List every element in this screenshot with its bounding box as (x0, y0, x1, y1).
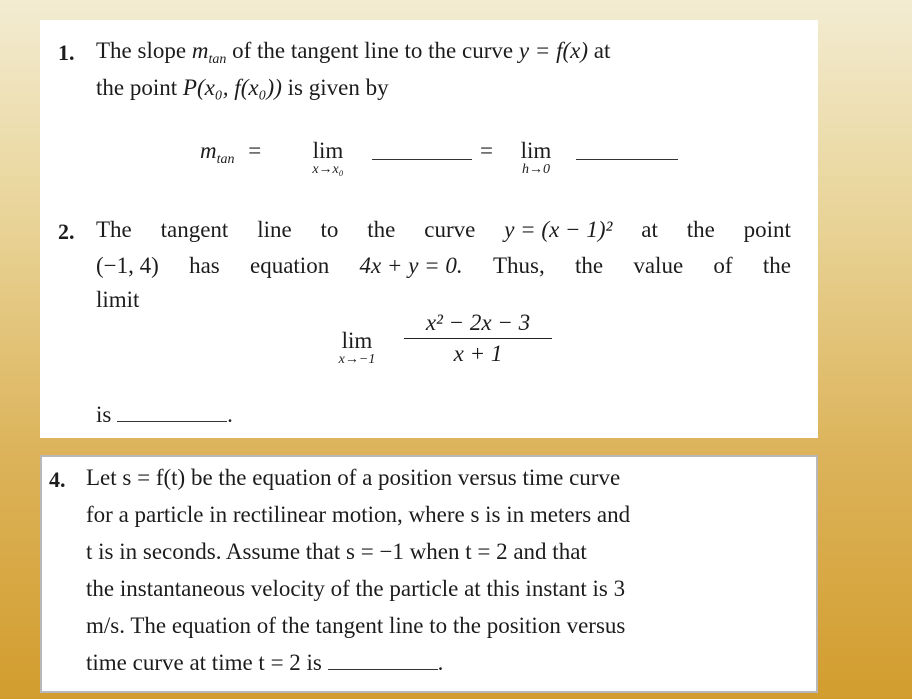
answer-blank-2[interactable] (117, 421, 227, 422)
question-4-line-6: time curve at time t = 2 is . (86, 650, 444, 675)
fraction-numerator: x² − 2x − 3 (425, 310, 531, 335)
question-2-line-1: The tangent line to the curve y = (x − 1)² at the point (96, 217, 791, 242)
question-4-number: 4. (49, 467, 66, 492)
fraction-denominator: x + 1 (453, 341, 503, 366)
limit-x-to-x0: lim x→x₀ (312, 138, 344, 177)
question-1-line-1: The slope $m_{tan}$ of the tangent line to the curve y = f(x) at (96, 38, 611, 67)
limit-h-to-0: lim h→0 (520, 138, 552, 177)
question-1-line-2: the point P(x₀, f(x₀)) is given by (96, 75, 389, 100)
question-4-line-2: for a particle in rectilinear motion, where s is in meters and (86, 502, 631, 527)
limit-x-to-minus-1: lim x→−1 (338, 328, 376, 367)
answer-blank-1a[interactable] (372, 159, 472, 160)
question-4-line-1: Let s = f(t) be the equation of a position versus time curve (86, 465, 621, 490)
question-2-line-2: (−1, 4) has equation 4x + y = 0. Thus, the value of the (96, 253, 791, 278)
question-4-line-5: m/s. The equation of the tangent line to the position versus (86, 613, 626, 638)
limit-fraction (404, 310, 552, 367)
question-4-line-4: the instantaneous velocity of the particle at this instant is 3 (86, 576, 626, 601)
slope-formula-lhs: $m_{tan}$ = (200, 138, 262, 167)
question-2-answer-line: is . (96, 402, 233, 427)
question-card-4 (40, 455, 818, 693)
question-2-number: 2. (58, 219, 75, 244)
answer-blank-1b[interactable] (576, 159, 678, 160)
fraction-bar (404, 338, 552, 339)
question-2-line-3: limit (96, 287, 140, 312)
answer-blank-4[interactable] (328, 669, 438, 670)
question-1-number: 1. (58, 40, 75, 65)
question-4-line-3: t is in seconds. Assume that s = −1 when t = 2 and that (86, 539, 587, 564)
question-card-1-2 (40, 20, 818, 438)
slope-formula-equals: = (480, 138, 493, 163)
